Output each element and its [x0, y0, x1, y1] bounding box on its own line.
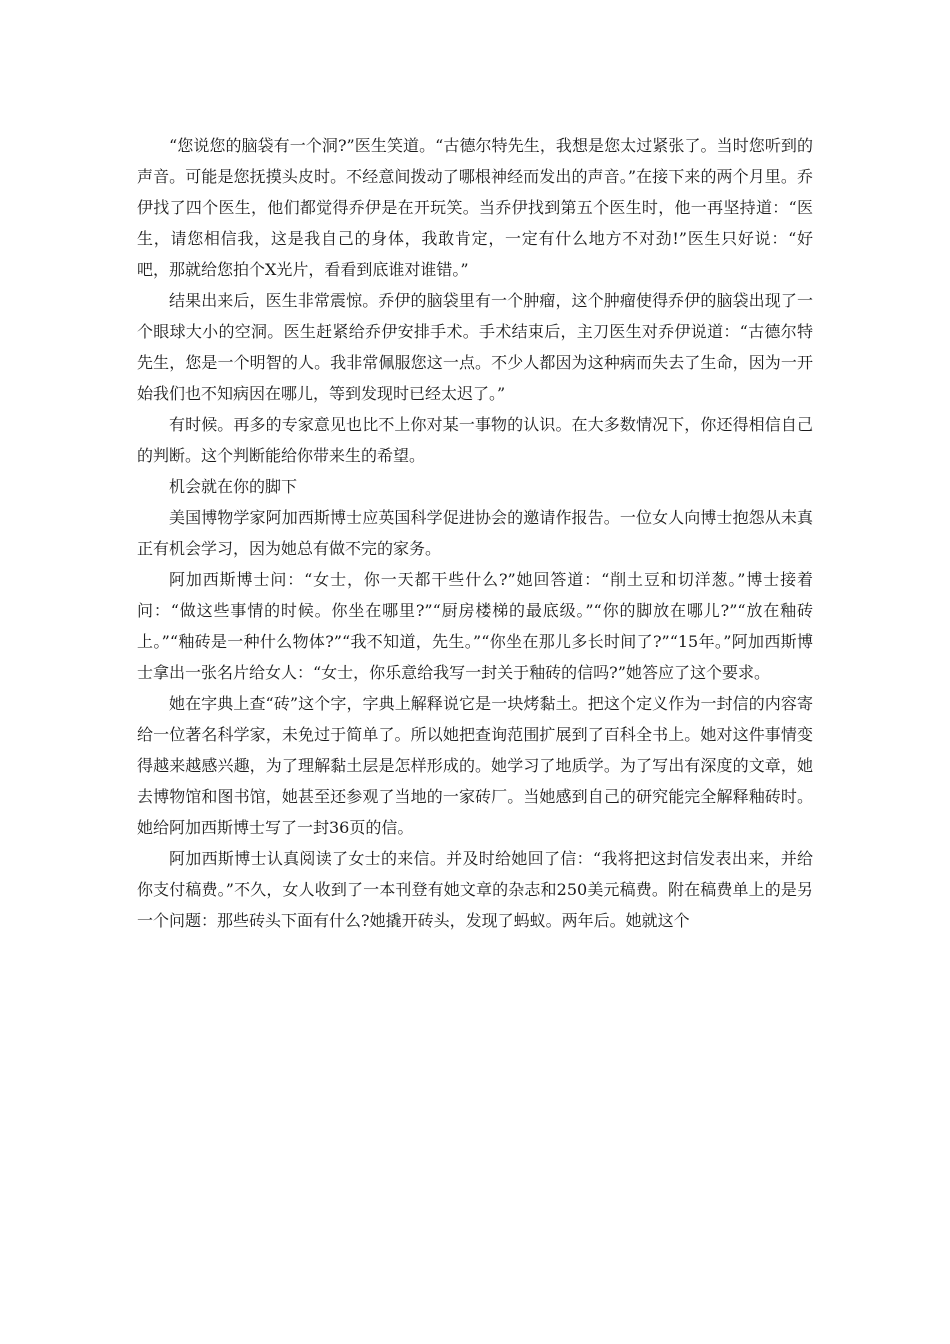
section-heading: 机会就在你的脚下	[169, 477, 298, 496]
paragraph-moral: 有时候。再多的专家意见也比不上你对某一事物的认识。在大多数情况下，你还得相信自己的判断。这个判断能给你带来生的希望。	[137, 415, 813, 465]
paragraph-diagnosis-result: 结果出来后，医生非常震惊。乔伊的脑袋里有一个肿瘤，这个肿瘤使得乔伊的脑袋出现了一个眼球大小的空洞。医生赶紧给乔伊安排手术。手术结束后，主刀医生对乔伊说道：“古德尔特先生，您是一个明智的人。我非常佩服您这一点。不少人都因为这种病而失去了生命，因为一开始我们也不知病因在哪儿，等到发现时已经太迟了。”	[137, 291, 813, 403]
paragraph-doctor-conversation: “您说您的脑袋有一个洞?”医生笑道。“古德尔特先生，我想是您太过紧张了。当时您听到的声音。可能是您抚摸头皮时。不经意间拨动了哪根神经而发出的声音。”在接下来的两个月里。乔伊找了四个医生，他们都觉得乔伊是在开玩笑。当乔伊找到第五个医生时，他一再坚持道：“医生，请您相信我，这是我自己的身体，我敢肯定，一定有什么地方不对劲!”医生只好说：“好吧，那就给您拍个X光片，看看到底谁对谁错。”	[137, 136, 813, 279]
paragraph-agassiz-intro: 美国博物学家阿加西斯博士应英国科学促进协会的邀请作报告。一位女人向博士抱怨从未真正有机会学习，因为她总有做不完的家务。	[137, 508, 813, 558]
paragraph-reply: 阿加西斯博士认真阅读了女士的来信。并及时给她回了信：“我将把这封信发表出来，并给你支付稿费。”不久，女人收到了一本刊登有她文章的杂志和250美元稿费。附在稿费单上的是另一个问题：那些砖头下面有什么?她撬开砖头，发现了蚂蚁。两年后。她就这个	[137, 849, 813, 930]
paragraph-research: 她在字典上查“砖”这个字，字典上解释说它是一块烤黏土。把这个定义作为一封信的内容寄给一位著名科学家，未免过于简单了。所以她把查询范围扩展到了百科全书上。她对这件事情变得越来越感兴趣，为了理解黏土层是怎样形成的。她学习了地质学。为了写出有深度的文章，她去博物馆和图书馆，她甚至还参观了当地的一家砖厂。当她感到自己的研究能完全解释釉砖时。她给阿加西斯博士写了一封36页的信。	[137, 694, 813, 837]
document-body	[137, 130, 813, 936]
paragraph-agassiz-dialogue: 阿加西斯博士问：“女士，你一天都干些什么?”她回答道：“削土豆和切洋葱。”博士接着问：“做这些事情的时候。你坐在哪里?”“厨房楼梯的最底级。”“你的脚放在哪儿?”“放在釉砖上。”“釉砖是一种什么物体?”“我不知道，先生。”“你坐在那儿多长时间了?”“15年。”阿加西斯博士拿出一张名片给女人：“女士，你乐意给我写一封关于釉砖的信吗?”她答应了这个要求。	[137, 570, 813, 682]
